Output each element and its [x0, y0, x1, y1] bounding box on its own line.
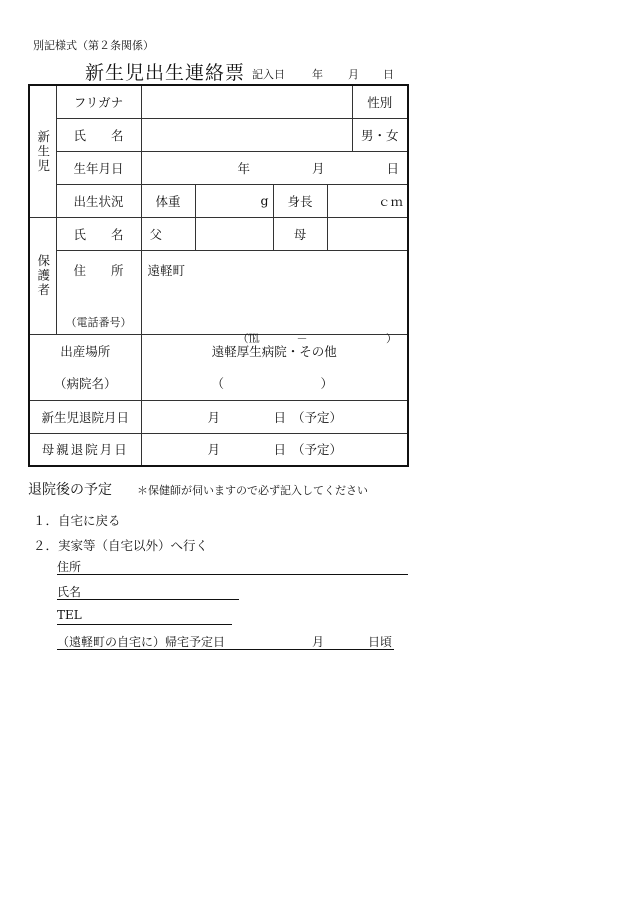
- entry-date-label: 記入日: [252, 68, 285, 81]
- address-label-cell: [56, 250, 141, 334]
- sex-label: 性別: [352, 85, 408, 118]
- hospital-name-label: （病院名）: [53, 376, 117, 391]
- after-tel-label: TEL: [57, 608, 82, 622]
- after-discharge-title: 退院後の予定: [28, 482, 112, 498]
- birth-place-label-cell: [29, 334, 141, 400]
- birth-place-value: 遠軽厚生病院・その他: [211, 344, 337, 359]
- after-tel-line[interactable]: [57, 608, 232, 625]
- address-field[interactable]: [141, 250, 408, 345]
- return-date-line[interactable]: [57, 633, 394, 650]
- newborn-name-field[interactable]: [141, 118, 352, 151]
- form-reference: 別記様式（第２条関係）: [33, 39, 154, 52]
- sex-options[interactable]: 男・女: [352, 118, 408, 151]
- newborn-discharge-planned: （予定）: [292, 409, 343, 425]
- entry-day-label: 日: [383, 68, 394, 81]
- guardian-address-label: 住 所: [73, 262, 124, 278]
- phone-label: （電話番号）: [65, 315, 132, 329]
- mother-discharge-day: 日: [273, 442, 287, 458]
- weight-unit: g: [260, 193, 269, 208]
- weight-label: 体重: [141, 184, 195, 217]
- after-address-label: 住所: [57, 560, 82, 574]
- after-discharge-note: ＊保健師が伺いますので必ず記入してください: [137, 484, 368, 497]
- after-name-line[interactable]: [57, 583, 239, 600]
- hospital-paren-open: （: [211, 376, 225, 391]
- mother-label: 母: [273, 217, 327, 250]
- dob-month-label: 月: [311, 160, 325, 176]
- mother-discharge-month: 月: [207, 442, 221, 458]
- dob-day-label: 日: [386, 160, 399, 176]
- guardian-name-label: 氏 名: [56, 217, 141, 250]
- return-month-label: 月: [312, 635, 325, 649]
- mother-discharge-field[interactable]: [141, 433, 408, 466]
- dob-field[interactable]: [141, 151, 408, 184]
- tel-close: ）: [386, 331, 397, 345]
- birth-notification-table: [28, 84, 409, 467]
- tel-dash: －: [296, 331, 308, 345]
- form-title: 新生児出生連絡票: [85, 62, 246, 84]
- weight-field[interactable]: [195, 184, 273, 217]
- father-label: 父: [141, 217, 195, 250]
- newborn-discharge-day: 日: [273, 409, 287, 425]
- newborn-discharge-field[interactable]: [141, 400, 408, 433]
- height-label: 身長: [273, 184, 327, 217]
- entry-month-label: 月: [348, 68, 359, 81]
- tel-open: （℡: [237, 331, 260, 345]
- dob-label: 生年月日: [56, 151, 141, 184]
- furigana-label: フリガナ: [56, 85, 141, 118]
- return-day-label: 日頃: [368, 635, 393, 649]
- guardian-group-label: 保護者: [29, 217, 56, 334]
- newborn-discharge-month: 月: [207, 409, 221, 425]
- birth-place-field[interactable]: [141, 334, 408, 400]
- option-return-home[interactable]: １．自宅に戻る: [33, 513, 121, 528]
- birth-status-label: 出生状況: [56, 184, 141, 217]
- newborn-discharge-label: 新生児退院月日: [29, 400, 141, 433]
- dob-year-label: 年: [237, 160, 251, 176]
- mother-name-field[interactable]: [327, 217, 408, 250]
- height-unit: ｃｍ: [377, 193, 403, 209]
- address-value: 遠軽町: [147, 262, 186, 278]
- hospital-paren-close: ）: [320, 376, 333, 391]
- option-go-elsewhere[interactable]: ２．実家等（自宅以外）へ行く: [33, 538, 209, 553]
- mother-discharge-label: 母親退院月日: [29, 433, 141, 466]
- return-date-label: （遠軽町の自宅に）帰宅予定日: [57, 635, 226, 649]
- furigana-field[interactable]: [141, 85, 352, 118]
- height-field[interactable]: [327, 184, 408, 217]
- after-address-line[interactable]: [57, 558, 408, 575]
- mother-discharge-planned: （予定）: [292, 442, 343, 458]
- father-name-field[interactable]: [195, 217, 273, 250]
- after-name-label: 氏名: [57, 585, 82, 599]
- newborn-group-label: 新生児: [29, 85, 56, 217]
- entry-year-label: 年: [312, 68, 323, 81]
- newborn-name-label: 氏 名: [56, 118, 141, 151]
- birth-place-label: 出産場所: [60, 344, 111, 359]
